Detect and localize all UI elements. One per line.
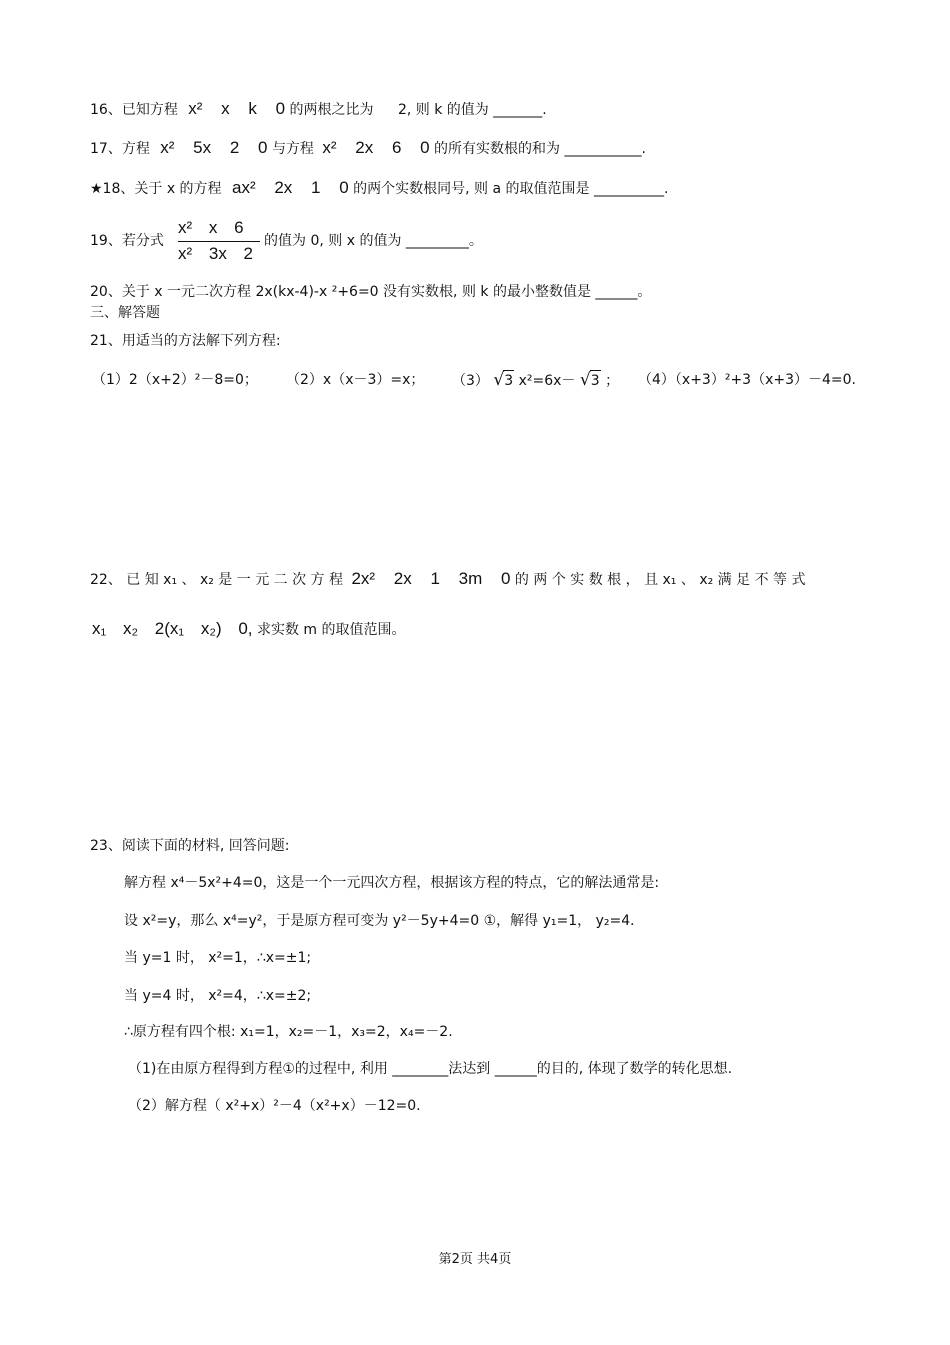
q23-material-line-2: 设 x²=y，那么 x⁴=y²，于是原方程可变为 y²－5y+4=0 ①，解得 y₁=1， y₂=4．: [124, 913, 645, 929]
question-22-line-1: [90, 569, 805, 590]
q23-part-1: （1)在由原方程得到方程①的过程中, 利用 ________法达到 ______的目的, 体现了数学的转化思想.: [128, 1061, 733, 1077]
q21-radicand-1: 3: [503, 370, 514, 391]
sqrt-icon: √: [493, 370, 505, 390]
q19-denominator: x² 3x 2: [178, 244, 254, 263]
q23-material-line-1: 解方程 x⁴－5x²+4=0，这是一个一元四次方程，根据该方程的特点，它的解法通常是:: [124, 875, 660, 891]
q17-equation-2: x² 2x 6 0: [322, 138, 430, 157]
q21-part-3: [452, 370, 619, 391]
q18-tail: 的两个实数根同号, 则 a 的取值范围是 __________.: [353, 181, 669, 197]
q16-mid: 的两根之比为: [289, 102, 374, 118]
question-22-line-2: [92, 619, 406, 640]
question-19-label: 19、若分式: [90, 233, 164, 249]
q22-ask: 求实数 m 的取值范围。: [256, 622, 406, 638]
q22-intro: 22、 已 知 x₁ 、 x₂ 是 一 元 二 次 方 程: [90, 572, 344, 588]
q16-equation: x² x k 0: [188, 99, 286, 118]
q22-condition: 的 两 个 实 数 根 ， 且 x₁ 、 x₂ 满 足 不 等 式: [514, 572, 806, 588]
q17-number: 17、方程: [90, 141, 150, 157]
q16-ratio: 2,: [397, 102, 412, 118]
q21-part-3-mid: x²=6x－: [518, 373, 576, 389]
q21-part-2: （2）x（x－3）=x；: [286, 372, 425, 388]
question-16: [90, 99, 547, 120]
q16-number: 16、已知方程: [90, 102, 178, 118]
q21-part-3-end: ；: [605, 373, 620, 389]
q21-part-3-label: （3）: [452, 373, 489, 389]
q18-equation: ax² 2x 1 0: [232, 178, 349, 197]
q19-fraction-bar: [178, 241, 260, 242]
question-18: [90, 178, 668, 199]
q17-mid: 与方程: [271, 141, 314, 157]
question-21-title: 21、用适当的方法解下列方程:: [90, 333, 281, 349]
q16-tail: 则 k 的值为 _______.: [415, 102, 547, 118]
question-20: 20、关于 x 一元二次方程 2x(kx-4)-x ²+6=0 没有实数根, 则 k 的最小整数值是 ______。: [90, 284, 652, 300]
page-footer: 第2页 共4页: [438, 1252, 512, 1267]
q19-numerator: x² x 6: [178, 218, 244, 237]
q17-equation-1: x² 5x 2 0: [160, 138, 268, 157]
section-3-heading: 三、解答题: [90, 305, 160, 321]
q22-inequality: x₁ x₂ 2(x₁ x₂) 0,: [92, 619, 253, 638]
q17-tail: 的所有实数根的和为 ___________.: [434, 141, 646, 157]
sqrt-icon: √: [579, 370, 591, 390]
question-17: [90, 138, 646, 159]
q23-material-line-4: 当 y=4 时， x²=4，∴x=±2;: [124, 988, 312, 1004]
q18-number: ★18、关于 x 的方程: [90, 181, 222, 197]
q22-equation: 2x² 2x 1 3m 0: [351, 569, 511, 588]
q19-tail: 的值为 0, 则 x 的值为 _________。: [264, 233, 483, 249]
q21-part-4: （4）（x+3）²+3（x+3）－4=0.: [638, 372, 856, 388]
q23-material-line-3: 当 y=1 时， x²=1，∴x=±1;: [124, 950, 312, 966]
q23-part-2: （2）解方程（ x²+x）²－4（x²+x）－12=0.: [128, 1098, 421, 1114]
question-23-title: 23、阅读下面的材料, 回答问题:: [90, 838, 290, 854]
q21-part-1: （1）2（x+2）²－8=0；: [92, 372, 258, 388]
q21-radicand-2: 3: [590, 370, 601, 391]
q23-material-line-5: ∴原方程有四个根: x₁=1，x₂=－1，x₃=2，x₄=－2.: [124, 1024, 453, 1040]
